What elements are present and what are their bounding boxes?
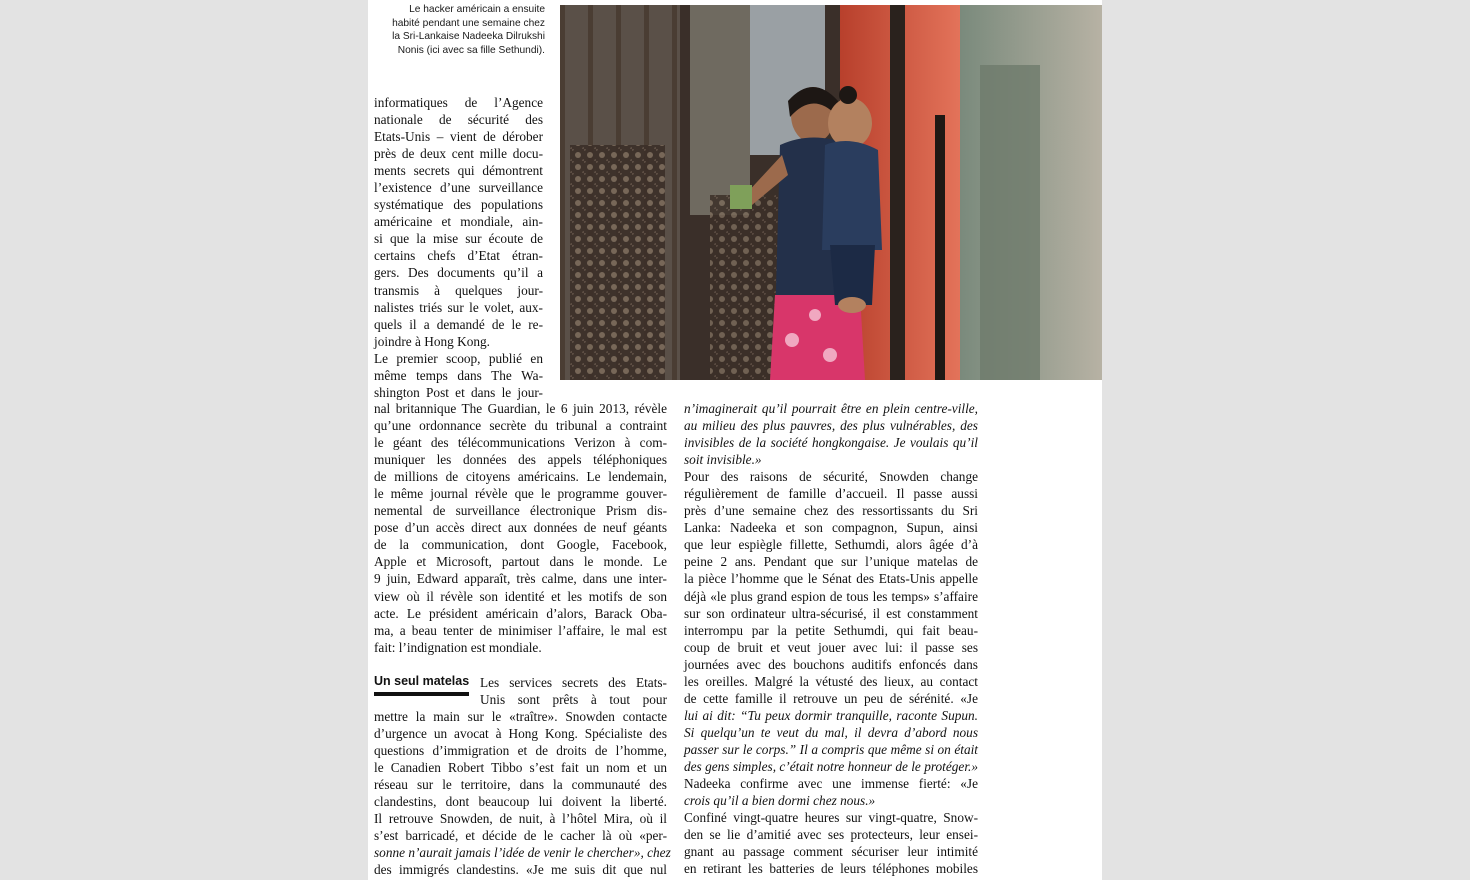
text-line: nationale de sécurité des (374, 112, 543, 128)
photo-mother-child-doorway (560, 5, 1102, 380)
text-line: questions d’immigration et de droits de l’homme, (374, 743, 667, 759)
text-column-left-top (374, 94, 543, 401)
text-line: la pièce l’homme que le Sénat des Etats-Unis appelle (684, 571, 978, 587)
text-line: Confiné vingt-quatre heures sur vingt-quatre, Snow- (684, 810, 978, 826)
text-line: si que la mise sur écoute de (374, 231, 543, 247)
text-line: le même journal révèle que le programme gouver- (374, 486, 667, 502)
text-line: Etats-Unis – vient de dérober (374, 129, 543, 145)
text-line: ments secrets qui démontrent (374, 163, 543, 179)
text-line: près d’une semaine chez des ressortissants du Sri (684, 503, 978, 519)
caption-line: la Sri-Lankaise Nadeeka Dilrukshi (392, 31, 545, 43)
text-line: lui ai dit: “Tu peux dormir tranquille, raconte Supun. (684, 707, 978, 723)
text-line: nalistes triés sur le volet, aux- (374, 299, 543, 315)
text-line: passer sur le corps.” Il a compris que même si on était (684, 741, 978, 757)
text-line: certains chefs d’Etat étran- (374, 248, 543, 264)
text-line: qu’une ordonnance secrète du tribunal a contraint (374, 418, 667, 434)
text-line: transmis à quelques jour- (374, 282, 543, 298)
text-line: informatiques de l’Agence (374, 95, 543, 110)
text-line: crois qu’il a bien dormi chez nous.» (684, 793, 876, 809)
text-line: Les services secrets des Etats- (480, 675, 667, 690)
text-line: au milieu des plus pauvres, des plus vulnérables, des (684, 418, 978, 434)
text-line: n’imaginerait qu’il pourrait être en plein centre-ville, (684, 401, 978, 416)
text-line: nal britannique The Guardian, le 6 juin 2013, révèle (374, 401, 667, 416)
text-line: invisibles de la société hongkongaise. Je voulais qu’il (684, 435, 978, 451)
text-line: soit invisible.» (684, 452, 762, 468)
text-line: Il retrouve Snowden, de nuit, à l’hôtel Mira, où il (374, 811, 667, 827)
text-line: gnant au passage comment sécuriser leur intimité (684, 844, 978, 860)
text-column-left-middle (374, 400, 667, 656)
caption-line: Le hacker américain a ensuite (409, 4, 545, 15)
text-line: coup de bruit et veut jouer avec lui: il passe ses (684, 639, 978, 655)
text-line: de la communication, dont Google, Facebook, (374, 537, 667, 553)
text-line: Le premier scoop, publié en (374, 350, 543, 366)
text-line: den se lie d’amitié avec ses protecteurs, leur ensei- (684, 827, 978, 843)
text-line: 9 juin, Edward apparaît, très calme, dans une inter- (374, 571, 667, 587)
text-line: Lanka: Nadeeka et son compagnon, Supun, ainsi (684, 520, 978, 536)
text-line: le Canadien Robert Tibbo s’est fait un nom et un (374, 760, 667, 776)
text-line: le géant des télécommunications Verizon à com- (374, 435, 667, 451)
text-line: des immigrés clandestins. «Je me suis dit que nul (374, 862, 667, 878)
text-column-right (684, 400, 978, 877)
text-line: sur son ordinateur ultra-sécurisé, il est constamment (684, 605, 978, 621)
text-line: de millions de citoyens américains. Le lendemain, (374, 469, 667, 485)
text-line: systématique des populations (374, 197, 543, 213)
text-line: les oreilles. Malgré la vétusté des lieux, au contact (684, 673, 978, 689)
text-line: pose d’un accès direct aux données de neuf géants (374, 520, 667, 536)
text-line: Pour des raisons de sécurité, Snowden change (684, 469, 978, 485)
text-line: de cette famille il retrouve un peu de sérénité. «Je (684, 690, 978, 706)
text-line: près de deux cent mille docu- (374, 146, 543, 162)
text-line: régulièrement de famille d’accueil. Il passe aussi (684, 486, 978, 502)
photo-caption (368, 3, 545, 57)
text-line: Apple et Microsoft, partout dans le monde. Le (374, 554, 667, 570)
text-line: l’existence d’une surveillance (374, 180, 543, 196)
text-line: des gens simples, c’était notre honneur de le protéger.» (684, 758, 978, 774)
text-line: en retirant les batteries de leurs téléphones mobiles (684, 861, 978, 877)
text-line: que leur espiègle fillette, Sethumdi, alors âgée d’à (684, 537, 978, 553)
text-line: interrompu par la petite Sethumdi, qui fait beau- (684, 622, 978, 638)
text-line: view où il révèle son identité et les motifs de son (374, 588, 667, 604)
text-line: peine 2 ans. Pendant que sur l’unique matelas de (684, 554, 978, 570)
text-line: Unis sont prêts à tout pour (480, 692, 667, 708)
text-line: même temps dans The Wa- (374, 367, 543, 383)
photo-illustration (560, 5, 1102, 380)
text-line: clandestins, dont beaucoup lui doivent la liberté. (374, 794, 667, 810)
text-line: acte. Le président américain d’alors, Barack Oba- (374, 605, 667, 621)
text-column-left-bottom (374, 708, 671, 878)
text-line: sonne n’aurait jamais l’idée de venir le chercher», chez (374, 845, 671, 861)
text-line: quels il a demandé de le re- (374, 316, 543, 332)
subhead-run-in-text (480, 674, 667, 708)
text-line: américaine et mondiale, ain- (374, 214, 543, 230)
text-line: muniquer les données des appels téléphoniques (374, 452, 667, 468)
text-line: journées avec des bouchons auditifs enfoncés dans (684, 656, 978, 672)
text-line: d’urgence un avocat à Hong Kong. Spécialiste des (374, 726, 667, 742)
text-line: fait: l’indignation est mondiale. (374, 639, 542, 655)
caption-line: Nonis (ici avec sa fille Sethundi). (397, 44, 545, 56)
text-line: Si quelqu’un te veut du mal, il devra d’abord nous (684, 724, 978, 740)
text-line: joindre à Hong Kong. (374, 333, 490, 349)
text-line: réseau sur le territoire, dans la communauté des (374, 777, 667, 793)
magazine-page (368, 0, 1102, 880)
text-line: mettre la main sur le «traître». Snowden contacte (374, 709, 667, 724)
text-line: shington Post et dans le jour- (374, 384, 543, 400)
section-subhead: Un seul matelas (374, 674, 469, 696)
caption-line: habité pendant une semaine chez (392, 17, 545, 29)
text-line: ma, a beau tenter de minimiser l’affaire, le mal est (374, 622, 667, 638)
text-line: s’est barricadé, et décide de le cacher là où «per- (374, 828, 667, 844)
text-line: nemental de surveillance électronique Prism dis- (374, 503, 667, 519)
text-line: gers. Des documents qu’il a (374, 265, 543, 281)
text-line: Nadeeka confirme avec une immense fierté: «Je (684, 776, 978, 792)
text-line: déjà «le plus grand espion de tous les temps» s’affaire (684, 588, 978, 604)
